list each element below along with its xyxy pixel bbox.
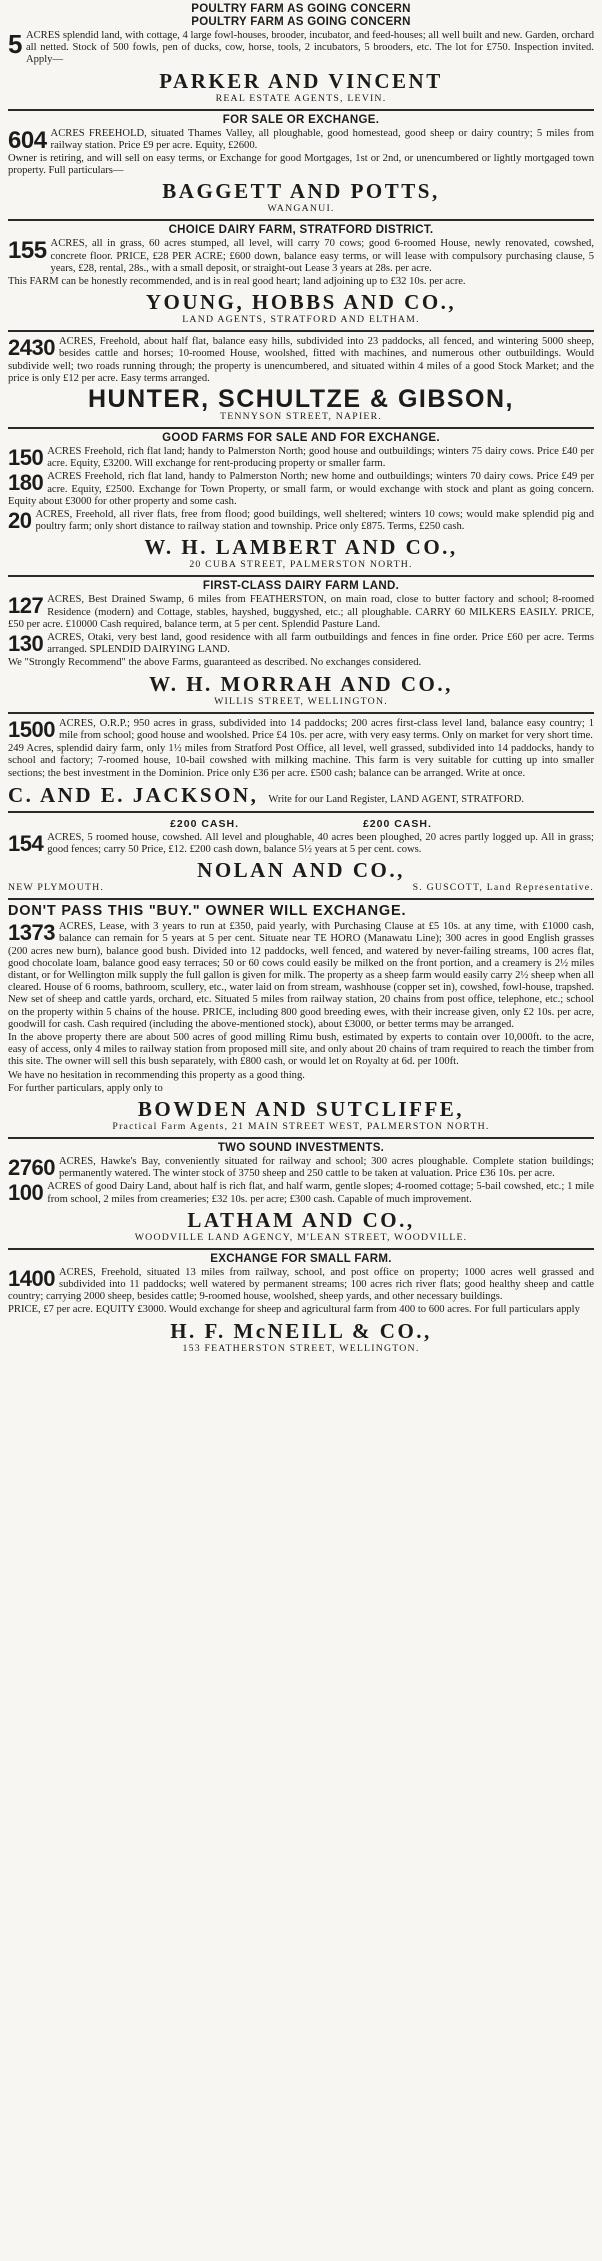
acreage-number: 130 bbox=[8, 631, 44, 657]
ad-text: We "Strongly Recommend" the above Farms, guaranteed as described. No exchanges considered. bbox=[8, 657, 422, 669]
ad-text: Owner is retiring, and will sell on easy terms, or Exchange for good Mortgages, 1st or 2nd, or unencumbered or lightly mortgaged town property. Full particulars— bbox=[8, 153, 594, 177]
ad-text: In the above property there are about 500 acres of good milling Rimu bush, estimated by experts to contain over 10,000ft. to the acre, easy of access, only 4 miles to railway station from proposed mill site, and only about 20 chains of tram required to reach the timber from this site. The owner will sell this bush separately, with £800 cash, or would let on Royalty at 6d. per 100ft. bbox=[8, 1031, 594, 1068]
ad-heading: CHOICE DAIRY FARM, STRATFORD DISTRICT. bbox=[168, 224, 434, 237]
agent-address-row bbox=[8, 882, 594, 894]
agent-name: BOWDEN AND SUTCLIFFE, bbox=[137, 1096, 465, 1121]
ad-body bbox=[8, 1267, 594, 1304]
agent-address: 153 FEATHERSTON STREET, WELLINGTON. bbox=[182, 1342, 420, 1354]
ad-morrah bbox=[8, 577, 594, 713]
ad-text: PRICE, £7 per acre. EQUITY £3000. Would exchange for sheep and agricultural farm from 400 to 600 acres. For full particulars apply bbox=[8, 1304, 580, 1316]
cash-label: £200 CASH. bbox=[362, 817, 432, 830]
ad-heading: EXCHANGE FOR SMALL FARM. bbox=[210, 1252, 392, 1265]
ad-mcneill bbox=[8, 1250, 594, 1359]
ad-heading: POULTRY FARM AS GOING CONCERN bbox=[191, 16, 411, 28]
acreage-number: 100 bbox=[8, 1180, 44, 1206]
acreage-number: 604 bbox=[8, 126, 47, 154]
ad-text: ACRES, Freehold, all river flats, free from flood; good buildings, well sheltered; winters 10 cows; would make splendid pig and poultry farm; only short distance to railway station and township. Price only £875. Terms, £250 cash. bbox=[35, 509, 594, 533]
ad-text: ACRES, Freehold, situated 13 miles from railway, school, and post office on property; 1000 acres well grassed and subdivided into 11 paddocks; well watered by permanent streams; 100 acres rich river flats; good healthy sheep and cattle country; carrying 2000 sheep, besides cattle; 9-roomed house, woolshed, sheep yards, and other necessary buildings. bbox=[8, 1266, 594, 1303]
ad-young-hobbs bbox=[8, 221, 594, 332]
ad-text: For further particulars, apply only to bbox=[8, 1082, 163, 1094]
ad-text: ACRES, Otaki, very best land, good residence with all farm outbuildings and fences in fine order. Price £60 per acre. Terms arranged. SPLENDID DAIRYING LAND. bbox=[47, 632, 594, 656]
ad-body bbox=[8, 128, 594, 152]
agent-address: NEW PLYMOUTH. bbox=[8, 882, 105, 894]
agent-name: HUNTER, SCHULTZE & GIBSON, bbox=[87, 385, 515, 414]
ad-text: We have no hesitation in recommending this property as a good thing. bbox=[8, 1069, 305, 1081]
acreage-number: 2760 bbox=[8, 1154, 55, 1180]
ad-lambert bbox=[8, 429, 594, 577]
ad-latham bbox=[8, 1139, 594, 1250]
agent-address: Write for our Land Register, LAND AGENT, STRATFORD. bbox=[268, 793, 524, 805]
ad-heading: GOOD FARMS FOR SALE AND FOR EXCHANGE. bbox=[162, 432, 440, 445]
ad-text: 249 Acres, splendid dairy farm, only 1½ miles from Stratford Post Office, all level, well grassed, subdivided into 14 paddocks, handy to school and factory; 7-roomed house, 10-bail cowshed with milking machine. This farm is very suitable for cutting up into smaller sections; the best investment in the Dominion. Price only £36 per acre. £500 cash; balance can be arranged. Write at once. bbox=[8, 743, 594, 779]
ad-text: ACRES, Lease, with 3 years to run at £350, paid yearly, with Purchasing Clause at £5 10s. at any time, with £1000 cash, balance can remain for 5 years at 5 per cent. Situate near TE HORO (Manawatu Line); 300 acres in good English grasses (200 acres new burn), balance good bush. Divided into 12 paddocks, well fenced, and watered by never-failing streams, 100 acres flat, good chocolate loam, balance good easy terraces; 50 or 60 cows could easily be milked on the front portion, and a creamery is 2½ miles distant, or for Wellington milk supply the full gallon is given for milk. The property as a sheep farm would easily carry 2½ sheep when all cleared. House of 6 rooms, bathroom, scullery, etc., water laid on from stream, washhouse (copper set in), cowshed, fowl-house, trapshed. New set of sheep and cattle yards, orchard, etc. Situated 5 miles from railway station, 20 chains from post office, telephone, etc.; school on the property within 5 chains of the house. PRICE, including 800 good breeding ewes, with their increase given, only £2 10s. per acre, goodwill for cash. Cash required (including the above-mentioned stock), about £3000, or better terms may be arranged. bbox=[8, 921, 594, 1030]
ad-text: ACRES, 5 roomed house, cowshed. All level and ploughable, 40 acres been ploughed, 20 acres partly logged up. All in grass; good fences; carry 50 Price, £12. £200 cash down, balance 5½ years at 5 per cent. bbox=[47, 831, 594, 855]
ad-body bbox=[8, 30, 594, 67]
cash-line bbox=[8, 818, 594, 830]
ad-text: This FARM can be honestly recommended, and is in real good heart; land adjoining up to £32 10s. per acre. bbox=[8, 276, 466, 288]
ad-parker-vincent bbox=[8, 0, 594, 111]
ad-body bbox=[8, 336, 594, 385]
listing-item bbox=[8, 509, 594, 533]
listing-item bbox=[8, 471, 594, 508]
acreage-number: 150 bbox=[8, 445, 44, 471]
agent-name: BAGGETT AND POTTS, bbox=[162, 179, 440, 204]
ad-text: ACRES, Freehold, about half flat, balance easy hills, subdivided into 23 paddocks, all fenced, and wintering 5000 sheep, besides cattle and horses; 10-roomed House, woolshed, fitted with machines, and numerous other outbuildings. Would subdivide well; two roads running through; the property is unencumbered, and situated within 4 miles of a good Stock Market; and the price is only £12 per acre. Easy terms arranged. bbox=[8, 336, 594, 384]
listing-item bbox=[8, 1181, 594, 1205]
listing-item bbox=[8, 632, 594, 656]
acreage-number: 1500 bbox=[8, 716, 55, 742]
agent-address: WANGANUI. bbox=[267, 203, 335, 215]
agent-address: REAL ESTATE AGENTS, LEVIN. bbox=[215, 92, 387, 104]
ad-text: ACRES Freehold, rich flat land, handy to Palmerston North; new home and outbuildings; winters 70 dairy cows. Price £49 per acre. Equity, £2500. Exchange for Town Property, or small farm, or would exchange with stock and plant as going concern. Equity about £3000 for other property and some cash. bbox=[8, 471, 594, 507]
ad-baggett-potts bbox=[8, 111, 594, 222]
agent-address: LAND AGENTS, STRATFORD AND ELTHAM. bbox=[182, 314, 420, 326]
ad-text-note: cows. bbox=[397, 843, 422, 855]
ad-text: ACRES of good Dairy Land, about half is rich flat, and half warm, gentle slopes; 4-roomed cottage; 5-bail cowshed, etc.; 1 mile from school, 2 miles from creameries; £32 10s. per acre; £300 cash. Capable of much improvement. bbox=[47, 1181, 594, 1205]
acreage-number: 20 bbox=[8, 508, 32, 534]
acreage-number: 127 bbox=[8, 593, 44, 619]
agent-name: PARKER AND VINCENT bbox=[159, 68, 443, 93]
listing-item bbox=[8, 446, 594, 470]
agent-address: TENNYSON STREET, NAPIER. bbox=[220, 411, 382, 423]
agent-name: YOUNG, HOBBS AND CO., bbox=[145, 290, 457, 315]
acreage-number: 5 bbox=[8, 29, 22, 59]
agent-representative: S. GUSCOTT, Land Representative. bbox=[412, 882, 594, 894]
acreage-number: 155 bbox=[8, 237, 47, 265]
ad-hunter-schultze-gibson bbox=[8, 332, 594, 429]
listing-item bbox=[8, 718, 594, 742]
ad-jackson bbox=[8, 714, 594, 813]
ad-text: ACRES FREEHOLD, situated Thames Valley, all ploughable, good homestead, good sheep or dairy country; 5 miles from railway station. Price £9 per acre. Equity, £2600. bbox=[50, 127, 594, 151]
acreage-number: 2430 bbox=[8, 335, 55, 361]
acreage-number: 1373 bbox=[8, 920, 55, 946]
acreage-number: 180 bbox=[8, 470, 44, 496]
ad-heading: FIRST-CLASS DAIRY FARM LAND. bbox=[202, 580, 400, 593]
ad-heading: TWO SOUND INVESTMENTS. bbox=[217, 1141, 385, 1154]
ad-heading: DON'T PASS THIS "BUY." OWNER WILL EXCHANGE. bbox=[8, 903, 407, 920]
ad-bowden-sutcliffe bbox=[8, 900, 594, 1139]
agent-address: 20 CUBA STREET, PALMERSTON NORTH. bbox=[189, 559, 413, 571]
listing-item bbox=[8, 1156, 594, 1180]
ad-body bbox=[8, 832, 594, 856]
agent-line bbox=[8, 781, 594, 807]
ad-text: ACRES splendid land, with cottage, 4 large fowl-houses, brooder, incubator, and feed-houses; all well built and new. Garden, orchard all netted. Stock of 500 fowls, pen of ducks, cow, horse, tools, 2 incubators, 5 brooders, etc. The lot for £750. Inspection invited. Apply— bbox=[25, 30, 594, 66]
agent-name: W. H. MORRAH AND CO., bbox=[149, 671, 453, 696]
agent-address: WOODVILLE LAND AGENCY, M'LEAN STREET, WOODVILLE. bbox=[134, 1231, 468, 1243]
acreage-number: 154 bbox=[8, 830, 44, 856]
agent-name: H. F. McNEILL & CO., bbox=[170, 1318, 432, 1343]
ad-body bbox=[8, 238, 594, 275]
listing-item bbox=[8, 594, 594, 631]
agent-address: WILLIS STREET, WELLINGTON. bbox=[214, 695, 388, 707]
acreage-number: 1400 bbox=[8, 1265, 55, 1291]
ad-heading: FOR SALE OR EXCHANGE. bbox=[222, 113, 380, 126]
agent-address: Practical Farm Agents, 21 MAIN STREET WEST, PALMERSTON NORTH. bbox=[112, 1120, 490, 1132]
agent-name: W. H. LAMBERT AND CO., bbox=[144, 535, 458, 560]
ad-text: ACRES, O.R.P.; 950 acres in grass, subdivided into 14 paddocks; 200 acres first-class level land, balance easy country; 1 mile from school; good house and woolshed. Price £4 10s. per acre, with very easy terms. Only on market for very short time. bbox=[58, 717, 594, 741]
ad-text: ACRES, Best Drained Swamp, 6 miles from FEATHERSTON, on main road, close to butter factory and school; 8-roomed Residence (modern) and Cottage, stables, hayshed, buggyshed, etc.; all ploughable. CARRY 60 MILKERS EASILY. PRICE, £50 per acre. £10000 Cash required, balance term, at 5 per cent. Splendid Pasture Land. bbox=[8, 594, 594, 630]
ad-body bbox=[8, 921, 594, 1031]
agent-name: NOLAN AND CO., bbox=[197, 858, 405, 883]
cash-label: £200 CASH. bbox=[170, 817, 240, 830]
ad-nolan bbox=[8, 813, 594, 900]
ad-text: ACRES Freehold, rich flat land; handy to Palmerston North; good house and outbuildings; winters 75 dairy cows. Price £40 per acre. Equity, £3200. Will exchange for rent-producing property or smaller farm. bbox=[47, 446, 594, 470]
agent-name: C. AND E. JACKSON, bbox=[8, 782, 259, 807]
ad-heading: POULTRY FARM AS GOING CONCERN bbox=[191, 3, 411, 15]
ad-text: ACRES, Hawke's Bay, conveniently situated for railway and school; 300 acres ploughable. Complete station buildings; permanently watered. The winter stock of 3750 sheep and 250 cattle to be taken at valuation. Price £36 10s. per acre. bbox=[58, 1155, 594, 1180]
agent-name: LATHAM AND CO., bbox=[187, 1207, 415, 1232]
ad-text: ACRES, all in grass, 60 acres stumped, all level, will carry 70 cows; good 6-roomed House, newly renovated, cowshed, concrete floor. PRICE, £28 PER ACRE; £600 down, balance easy terms, or will lease with compulsory purchasing clause, 5 years, £28, rental, 28s., with a small deposit, or straight-out Lease 3 years at 28s. per acre. bbox=[50, 238, 594, 274]
